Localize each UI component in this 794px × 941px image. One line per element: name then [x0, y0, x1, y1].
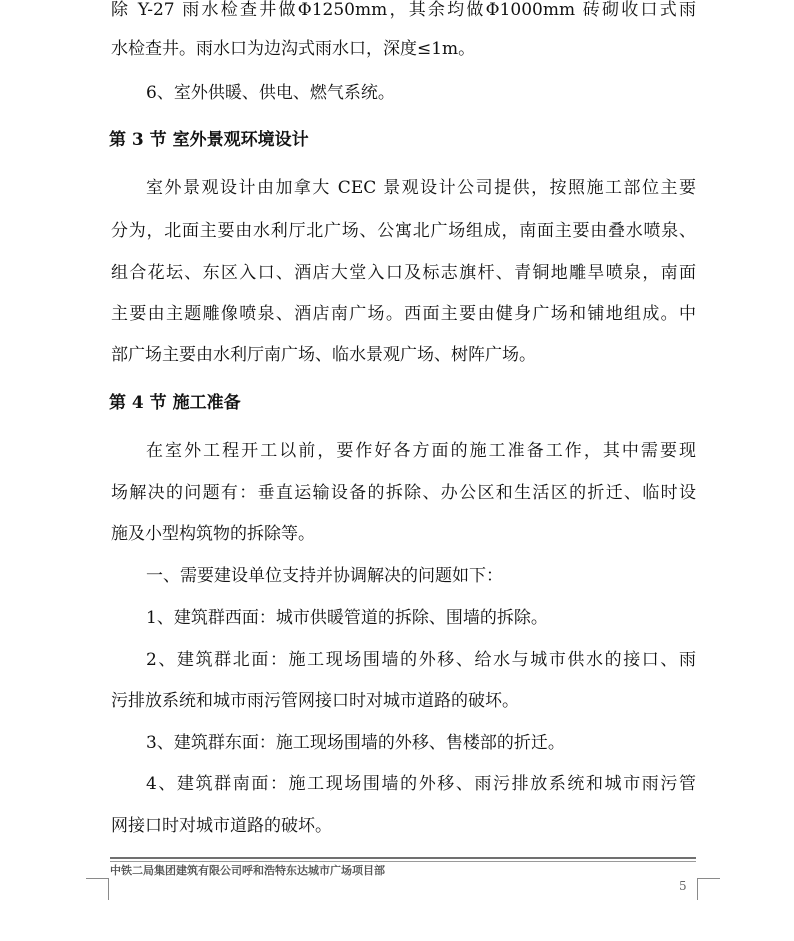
section-heading: 第 3 节 室外景观环境设计: [109, 130, 309, 150]
paragraph-line: 分为，北面主要由水利厅北广场、公寓北广场组成，南面主要由叠水喷泉、: [111, 221, 696, 241]
paragraph-line: 部广场主要由水利厅南广场、临水景观广场、树阵广场。: [111, 345, 536, 365]
paragraph-line: 污排放系统和城市雨污管网接口时对城市道路的破坏。: [111, 691, 519, 711]
corner-mark-right-vertical: [697, 878, 698, 900]
paragraph-line: 除 Y-27 雨水检查井做Φ1250mm，其余均做Φ1000mm 砖砌收口式雨: [111, 0, 696, 20]
corner-mark-left-vertical: [108, 878, 109, 900]
paragraph-line: 一、需要建设单位支持并协调解决的问题如下：: [146, 566, 503, 586]
footer-rule-thin: [110, 861, 696, 862]
paragraph-line: 主要由主题雕像喷泉、酒店南广场。西面主要由健身广场和铺地组成。中: [111, 304, 696, 324]
footer-rule: [110, 857, 696, 859]
paragraph-line: 施及小型构筑物的拆除等。: [111, 524, 315, 544]
paragraph-line: 水检查井。雨水口为边沟式雨水口，深度≤1m。: [111, 39, 476, 59]
footer-company: 中铁二局集团建筑有限公司呼和浩特东达城市广场项目部: [110, 864, 385, 877]
paragraph-line: 室外景观设计由加拿大 CEC 景观设计公司提供，按照施工部位主要: [146, 178, 696, 198]
paragraph-line: 6、室外供暖、供电、燃气系统。: [146, 83, 395, 103]
corner-mark-left-horizontal: [86, 878, 109, 879]
paragraph-line: 1、建筑群西面：城市供暖管道的拆除、围墙的拆除。: [146, 608, 548, 628]
paragraph-line: 2、建筑群北面：施工现场围墙的外移、给水与城市供水的接口、雨: [146, 650, 696, 670]
paragraph-line: 3、建筑群东面：施工现场围墙的外移、售楼部的折迁。: [146, 733, 565, 753]
paragraph-line: 在室外工程开工以前，要作好各方面的施工准备工作，其中需要现: [146, 441, 696, 461]
corner-mark-right-horizontal: [697, 878, 720, 879]
paragraph-line: 网接口时对城市道路的破坏。: [111, 816, 332, 836]
paragraph-line: 场解决的问题有：垂直运输设备的拆除、办公区和生活区的折迁、临时设: [111, 483, 696, 503]
section-heading: 第 4 节 施工准备: [109, 393, 241, 413]
paragraph-line: 组合花坛、东区入口、酒店大堂入口及标志旗杆、青铜地雕旱喷泉，南面: [111, 263, 696, 283]
paragraph-line: 4、建筑群南面：施工现场围墙的外移、雨污排放系统和城市雨污管: [146, 774, 696, 794]
page-number: 5: [679, 879, 687, 893]
